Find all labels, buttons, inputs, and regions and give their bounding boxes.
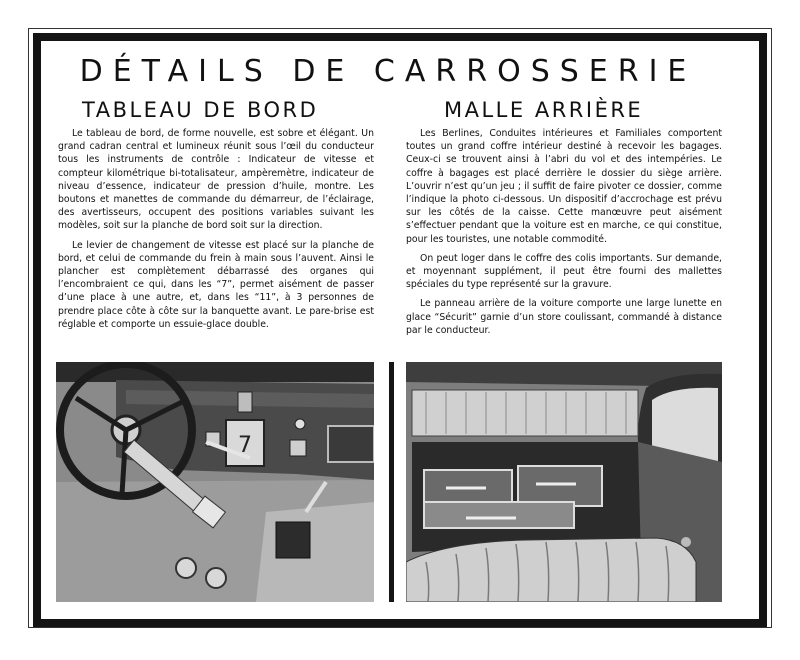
- dashboard-text-column: [58, 127, 374, 337]
- paragraph: Le tableau de bord, de forme nouvelle, est sobre et élégant. Un grand cadran central et lumineux réunit sous l’œil du conducteur tous les instruments de contrôle : Indicateur de vitesse et compteur kilométrique bi-totalisateur, ampèremètre, indicateur de niveau d’essence, indicateur de pression d’huile, montre. Les boutons et manettes de commande du démarreur, de l’éclairage, des avertisseurs, occupent des positions variables suivant les modèles, soit sur la planche de bord soit sur la direction.: [58, 128, 374, 232]
- section-title-trunk: MALLE ARRIÈRE: [444, 98, 644, 122]
- section-title-dashboard: TABLEAU DE BORD: [82, 98, 319, 122]
- paragraph: Les Berlines, Conduites intérieures et Familiales comportent toutes un grand coffre intérieur destiné à recevoir les bagages. Ceux-ci se trouvent ainsi à l’abri du vol et des intempéries. Le coffre à bagages est placé derrière le dossier du siège arrière. L’ouvrir n’est qu’un jeu ; il suffit de faire pivoter ce dossier, comme l’indique la photo ci-dessous. Un dispositif d’accrochage est prévu sur les côtés de la caisse. Cette manœuvre peut aisément s’effectuer pendant que la voiture est en marche, ce qui constitue, pour les touristes, une notable commodité.: [406, 128, 722, 245]
- trunk-photo: [406, 362, 722, 602]
- dashboard-photo: [56, 362, 374, 602]
- column-divider: [389, 362, 394, 602]
- svg-text:7: 7: [238, 433, 252, 458]
- paragraph: Le panneau arrière de la voiture comporte une large lunette en glace “Sécurit” garnie d’un store coulissant, commandé à distance par le conducteur.: [406, 298, 722, 336]
- page-title: DÉTAILS DE CARROSSERIE: [79, 54, 697, 89]
- trunk-text-column: [406, 127, 722, 343]
- paragraph: Le levier de changement de vitesse est placé sur la planche de bord, et celui de commande du frein à main sous l’auvent. Ainsi le plancher est complètement débarrassé des organes qui l’encombraient ce qui, dans les “7”, permet aisément de passer d’une place à une autre, et, dans les “11”, à 3 personnes de prendre place côte à côte sur la banquette avant. Le pare-brise est réglable et comporte un essuie-glace double.: [58, 239, 374, 330]
- paragraph: On peut loger dans le coffre des colis importants. Sur demande, et moyennant supplément, il peut être fourni des mallettes spéciales du type représenté sur la gravure.: [406, 252, 722, 291]
